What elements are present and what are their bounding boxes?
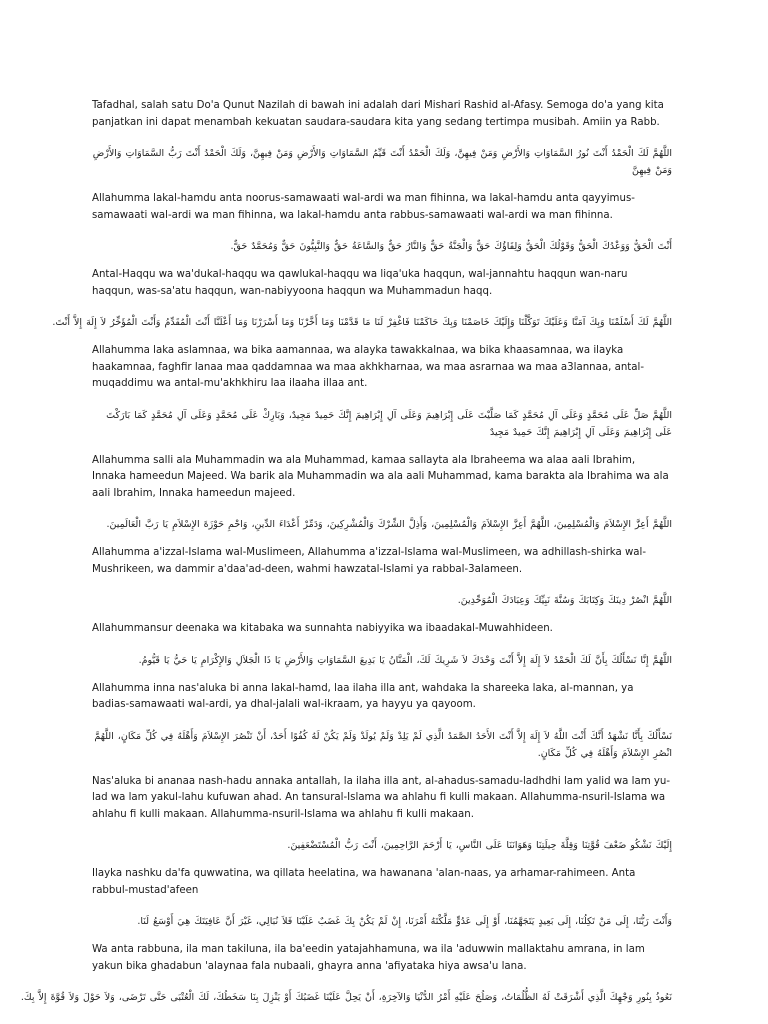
- arabic-text-2: أَنْتَ الْحَقُّ وَوَعْدُكَ الْحَقُّ وَقَوْلُكَ الْحَقُّ وَلِقَاؤُكَ حَقٌّ وَالْجَنَّةُ حَقٌّ وَالنَّارُ حَقٌّ وَالسَّاعَةُ حَقٌّ وَالنَّبِيُّونَ حَقٌّ وَمُحَمَّدٌ حَقٌّ.: [230, 241, 672, 252]
- arabic-text-6: اللَّهُمَّ انْصُرْ دِينَكَ وَكِتَابَكَ وَسُنَّةَ نَبِيِّكَ وَعِبَادَكَ الْمُوَحِّدِينَ.: [457, 595, 672, 606]
- transliteration-3: Allahumma laka aslamnaa, wa bika aamannaa, wa alayka tawakkalnaa, wa bika khaasamnaa, wa ilayka haakamnaa, faghfir lanaa maa qaddamnaa wa maa akhkharnaa, wa maa asrarnaa wa maa a3lannaa, antal-muqaddimu wa antal-mu'akhkhiru laa ilaaha illaa ant.: [92, 345, 645, 389]
- intro-paragraph: Tafadhal, salah satu Do'a Qunut Nazilah di bawah ini adalah dari Mishari Rashid al-Afasy. Semoga do'a yang kita panjatkan ini dapat menambah kekuatan saudara-saudara kita yang sedang tertimpa musibah. Amiin ya Rabb.: [92, 100, 664, 128]
- arabic-text-7: اللَّهُمَّ إِنَّا نَسْأَلُكَ بِأَنَّ لَكَ الْحَمْدُ لاَ إِلَهَ إِلاَّ أَنْتَ وَحْدَكَ لاَ شَرِيكَ لَكَ، الْمَنَّانُ يَا بَدِيعَ السَّمَاوَاتِ وَالأَرْضِ يَا ذَا الْجَلاَلِ وَالإِكْرَامِ يَا حَيُّ يَا قَيُّومُ.: [138, 654, 672, 666]
- arabic-text-1: اللَّهُمَّ لَكَ الْحَمْدُ أَنْتَ نُورُ السَّمَاوَاتِ وَالأَرْضِ وَمَنْ فِيهِنَّ، وَلَكَ الْحَمْدُ أَنْتَ قَيِّمُ السَّمَاوَاتِ وَالأَرْضِ وَمَنْ فِيهِنَّ، وَلَكَ الْحَمْدُ أَنْتَ رَبُّ السَّمَاوَاتِ وَالأَرْضِ وَمَنْ فِيهِنَّ: [92, 148, 672, 176]
- arabic-text-8: نَسْأَلُكَ بِأَنَّا نَشْهَدُ أَنَّكَ أَنْتَ اللَّهُ لاَ إِلَهَ إِلاَّ أَنْتَ الأَحَدُ الصَّمَدُ الَّذِي لَمْ يَلِدْ وَلَمْ يُولَدْ وَلَمْ يَكُنْ لَهُ كُفُوًا أَحَدٌ، أَنْ تَنْصُرَ الإِسْلاَمَ وَأَهْلَهُ فِي كُلِّ مَكَانٍ، اللَّهُمَّ انْصُرِ الإِسْلاَمَ وَأَهْلَهُ فِي كُلِّ مَكَانٍ.: [94, 730, 672, 759]
- transliteration-1: Allahumma lakal-hamdu anta noorus-samawaati wal-ardi wa man fihinna, wa lakal-hamdu anta qayyimus-samawaati wal-ardi wa man fihinna, wa lakal-hamdu anta rabbus-samawaati wal-ardi wa man fihinna.: [92, 193, 635, 221]
- arabic-text-11: نَعُوذُ بِنُورِ وَجْهِكَ الَّذِي أَشْرَقَتْ لَهُ الظُّلُمَاتُ، وَصَلُحَ عَلَيْهِ أَمْرُ الدُّنْيَا وَالآخِرَةِ، أَنْ يَحِلَّ عَلَيْنَا غَضَبُكَ أَوْ يَنْزِلَ بِنَا سَخَطُكَ، لَكَ الْعُتْبَى حَتَّى تَرْضَى، وَلاَ حَوْلَ وَلاَ قُوَّةَ إِلاَّ بِكَ.: [20, 992, 672, 1003]
- arabic-text-10: وَأَنْتَ رَبُّنَا، إِلَى مَنْ تَكِلُنَا، إِلَى بَعِيدٍ يَتَجَهَّمُنَا، أَوْ إِلَى عَدُوٍّ مَلَّكْتَهُ أَمْرَنَا، إِنْ لَمْ يَكُنْ بِكَ غَضَبٌ عَلَيْنَا فَلاَ نُبَالِي، غَيْرَ أَنَّ عَافِيَتَكَ هِيَ أَوْسَعُ لَنَا.: [137, 916, 672, 927]
- arabic-text-3: اللَّهُمَّ لَكَ أَسْلَمْنَا وَبِكَ آمَنَّا وَعَلَيْكَ تَوَكَّلْنَا وَإِلَيْكَ خَاصَمْنَا وَبِكَ حَاكَمْنَا فَاغْفِرْ لَنَا مَا قَدَّمْنَا وَمَا أَخَّرْنَا وَمَا أَسْرَرْنَا وَمَا أَعْلَنَّا أَنْتَ الْمُقَدِّمُ وَأَنْتَ الْمُؤَخِّرُ لاَ إِلَهَ إِلاَّ أَنْتَ.: [52, 317, 672, 328]
- transliteration-6: Allahummansur deenaka wa kitabaka wa sunnahta nabiyyika wa ibaadakal-Muwahhideen.: [92, 623, 553, 634]
- arabic-text-4: اللَّهُمَّ صَلِّ عَلَى مُحَمَّدٍ وَعَلَى آلِ مُحَمَّدٍ كَمَا صَلَّيْتَ عَلَى إِبْرَاهِيمَ وَعَلَى آلِ إِبْرَاهِيمَ إِنَّكَ حَمِيدٌ مَجِيدٌ، وَبَارِكْ عَلَى مُحَمَّدٍ وَعَلَى آلِ مُحَمَّدٍ كَمَا بَارَكْتَ عَلَى إِبْرَاهِيمَ وَعَلَى آلِ إِبْرَاهِيمَ إِنَّكَ حَمِيدٌ مَجِيدٌ: [106, 409, 672, 438]
- transliteration-8: Nas'aluka bi ananaa nash-hadu annaka antallah, la ilaha illa ant, al-ahadus-samadu-ladhdhi lam yalid wa lam yu-lad wa lam yakul-lahu kufuwan ahad. An tansural-Islama wa ahlahu fi kulli makaan. Allahumma-nsuril-Islama wa ahlahu fi kulli makaan. Allahumma-nsuril-Islama wa ahlahu fi kulli makaan.: [92, 775, 671, 820]
- arabic-text-5: اللَّهُمَّ أَعِزَّ الإِسْلاَمَ وَالْمُسْلِمِينَ، اللَّهُمَّ أَعِزَّ الإِسْلاَمَ وَالْمُسْلِمِينَ، وَأَذِلَّ الشِّرْكَ وَالْمُشْرِكِينَ، وَدَمِّرْ أَعْدَاءَ الدِّينِ، وَاحْمِ حَوْزَةَ الإِسْلاَمِ يَا رَبَّ الْعَالَمِينَ.: [106, 519, 672, 530]
- arabic-text-9: إِلَيْكَ نَشْكُو ضَعْفَ قُوَّتِنَا وَقِلَّةَ حِيلَتِنَا وَهَوَانَنَا عَلَى النَّاسِ، يَا أَرْحَمَ الرَّاحِمِينَ، أَنْتَ رَبُّ الْمُسْتَضْعَفِينَ.: [287, 840, 672, 851]
- transliteration-5: Allahumma a'izzal-Islama wal-Muslimeen, Allahumma a'izzal-Islama wal-Muslimeen, wa adhillash-shirka wal-Mushrikeen, wa dammir a'daa'ad-deen, wahmi hawzatal-Islami ya rabbal-3alameen.: [92, 547, 647, 575]
- transliteration-10: Wa anta rabbuna, ila man takiluna, ila ba'eedin yatajahhamuna, wa ila 'aduwwin mallaktahu amrana, in lam yakun bika ghadabun 'alaynaa fala nubaali, ghayra anna 'afiyataka hiya awsa'u lana.: [92, 944, 645, 972]
- transliteration-7: Allahumma inna nas'aluka bi anna lakal-hamd, laa ilaha illa ant, wahdaka la shareeka laka, al-mannan, ya badias-samawaati wal-ardi, ya dhal-jalali wal-ikraam, ya hayyu ya qayoom.: [92, 682, 634, 710]
- document-page: [20, 98, 672, 1018]
- transliteration-9: Ilayka nashku da'fa quwwatina, wa qillata heelatina, wa hawanana 'alan-naas, ya arhamar-rahimeen. Anta rabbul-mustad'afeen: [92, 868, 636, 896]
- transliteration-4: Allahumma salli ala Muhammadin wa ala Muhammad, kamaa sallayta ala Ibraheema wa alaa aali Ibrahim, Innaka hameedun Majeed. Wa barik ala Muhammadin wa ala aali Muhammad, kama barakta ala Ibrahima wa ala aali Ibrahim, Innaka hameedun majeed.: [92, 454, 669, 499]
- transliteration-2: Antal-Haqqu wa wa'dukal-haqqu wa qawlukal-haqqu wa liqa'uka haqqun, wal-jannahtu haqqun wan-naru haqqun, was-sa'atu haqqun, wan-nabiyyoona haqqun wa Muhammadun haqq.: [92, 269, 628, 297]
